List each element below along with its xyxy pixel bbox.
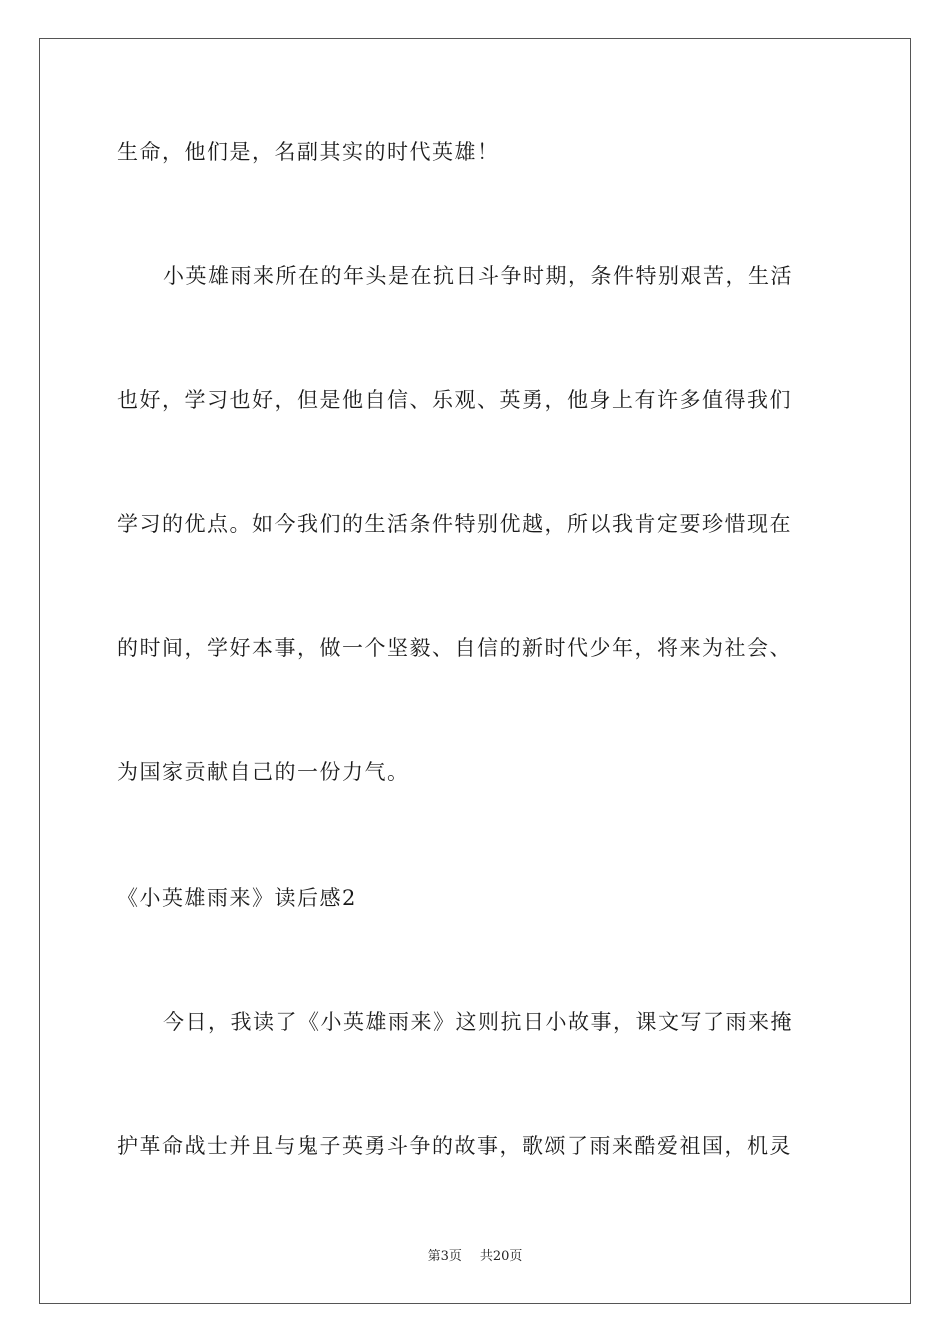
page-frame (39, 38, 911, 1304)
page-number: 第3页 (427, 1249, 462, 1264)
paragraph-line: 为国家贡献自己的一份力气。 (117, 760, 410, 784)
paragraph-line: 也好，学习也好，但是他自信、乐观、英勇，他身上有许多值得我们 (117, 388, 792, 412)
section-heading: 《小英雄雨来》读后感2 (117, 886, 357, 910)
paragraph-line: 生命，他们是，名副其实的时代英雄！ (117, 140, 500, 164)
paragraph-line: 小英雄雨来所在的年头是在抗日斗争时期，条件特别艰苦，生活 (163, 264, 793, 288)
paragraph-line: 学习的优点。如今我们的生活条件特别优越，所以我肯定要珍惜现在 (117, 512, 792, 536)
page-footer (0, 1248, 950, 1266)
paragraph-line: 的时间，学好本事，做一个坚毅、自信的新时代少年，将来为社会、 (117, 636, 792, 660)
paragraph-line: 今日，我读了《小英雄雨来》这则抗日小故事，课文写了雨来掩 (163, 1010, 793, 1034)
page-total: 共20页 (479, 1249, 523, 1264)
paragraph-line: 护革命战士并且与鬼子英勇斗争的故事，歌颂了雨来酷爱祖国，机灵 (117, 1134, 792, 1158)
